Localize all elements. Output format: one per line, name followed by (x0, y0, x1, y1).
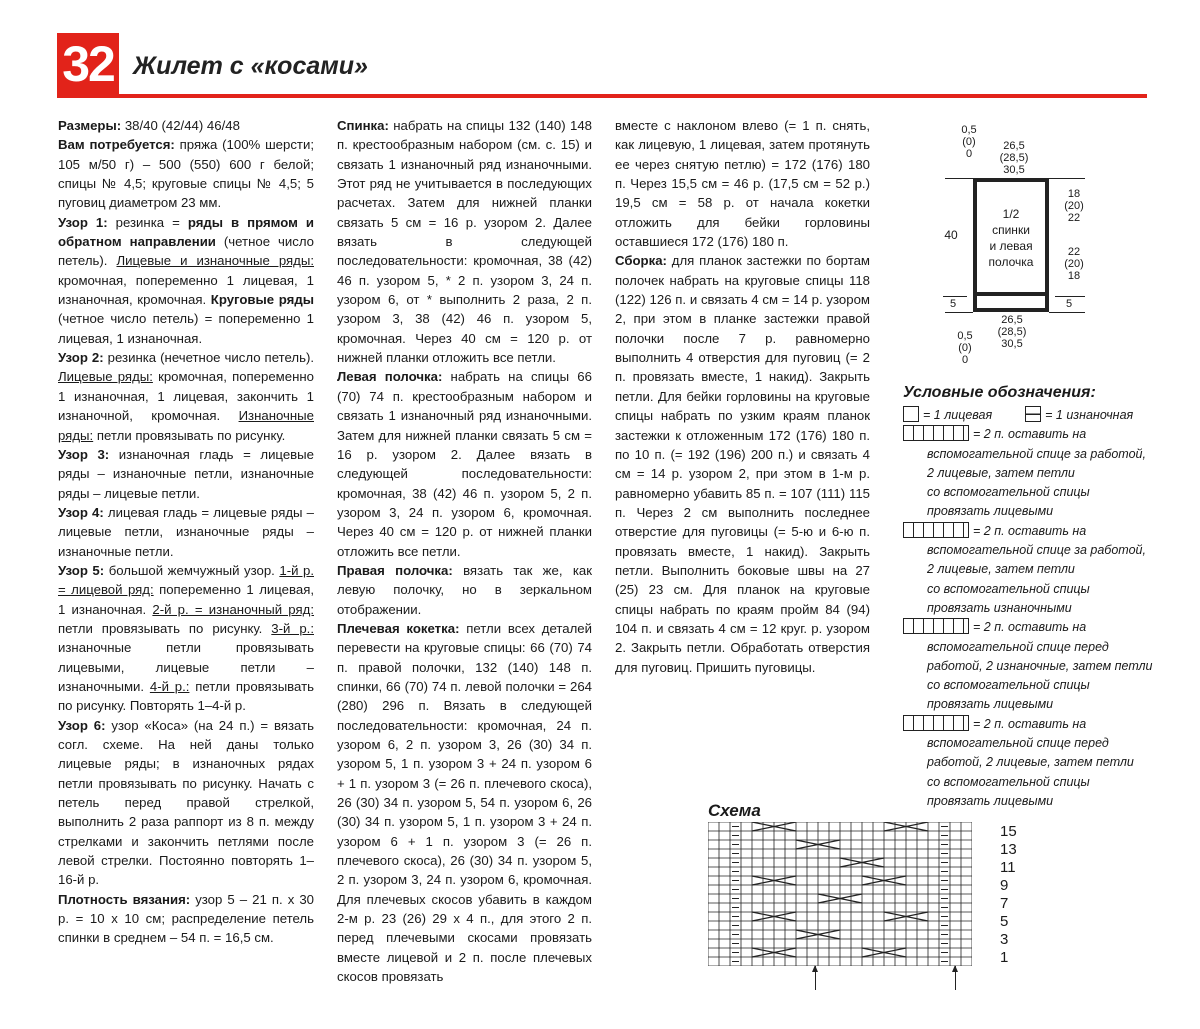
height-label: 40 (944, 228, 958, 242)
knit-symbol-icon (903, 406, 919, 422)
pattern-2-paragraph: Узор 2: резинка (нечетное число петель). Лицевые ряды: кромочная, попеременно 1 изнаночная, 1 лицевая, закончить 1 изнаночной, кромочная. Изнаночные ряды: петли провязывать по рисунку. (58, 350, 314, 443)
pattern-5-paragraph: Узор 5: большой жемчужный узор. 1-й р. = лицевой ряд: попеременно 1 лицевая, 1 изнаночная. 2-й р. = изнаночный ряд: петли провязывать по рисунку. 3-й р.: изнаночные петли провязывать лицевыми, лицевые петли – изнаночными. 4-й р.: петли провязывать по рисунку. Повторять 1–4-й р. (58, 562, 314, 714)
legend-item: = 2 п. оставить на вспомогательной спице за работой, 2 лицевые, затем петли со вспомогательной спицы провязать изнаночными (903, 522, 1153, 618)
row-label: 15 (1000, 823, 1017, 840)
dim-line (1055, 296, 1085, 297)
hem-left-label: 5 (949, 298, 957, 310)
chart-title: Схема (708, 801, 761, 820)
row-label: 9 (1000, 877, 1009, 894)
cable-chart-grid (708, 822, 972, 966)
hem-right-label: 5 (1065, 298, 1073, 310)
pattern-6-paragraph: Узор 6: узор «Коса» (на 24 п.) = вязать согл. схеме. На ней даны только лицевые ряды; в изнаночных рядах петли провязывать по рисунку. Начать с петель перед правой стрелкой, выполнить 2 раза раппорт из 8 п. между стрелками и закончить петлями после левой стрелки. Постоянно повторять 1–16-й р. (58, 717, 314, 888)
right-top-label: 18 (20) 22 (1064, 188, 1084, 224)
right-front-paragraph: Правая полочка: вязать так же, как левую полочку, но в зеркальном отображении. (337, 562, 592, 617)
legend-row-basic: = 1 лицевая = 1 изнаночная (903, 406, 1153, 425)
pattern-3-paragraph: Узор 3: изнаночная гладь = лицевые ряды – изнаночные петли, изнаночные ряды – лицевые петли. (58, 446, 314, 501)
row-label: 11 (1000, 859, 1016, 876)
cable-back-knit-icon (903, 425, 969, 441)
hem-band (973, 296, 1049, 312)
row-label: 3 (1000, 931, 1009, 948)
cable-back-purl-icon (903, 522, 969, 538)
title-rule (57, 94, 1147, 98)
top-width-label: 26,5 (28,5) 30,5 (999, 140, 1029, 176)
legend-item: = 2 п. оставить на вспомогательной спице перед работой, 2 лицевые, затем петли со вспомогательной спицы провязать лицевыми (903, 715, 1153, 811)
yoke-continued-paragraph: вместе с наклоном влево (= 1 п. снять, как лицевую, 1 лицевая, затем протянуть ее через снятую петлю) = 172 (176) 180 п. Через 15,5 см = 46 р. (17,5 см = 52 р.) 19,5 см = 58 р. от начала кокетки отложить для бейки горловины оставшиеся 172 (176) 180 п. (615, 118, 870, 250)
dim-line (945, 312, 973, 313)
legend-item: = 2 п. оставить на вспомогательной спице перед работой, 2 изнаночные, затем петли со вспомогательной спицы провязать лицевыми (903, 618, 1153, 714)
right-mid-label: 22 (20) 18 (1064, 246, 1084, 282)
legend-title: Условные обозначения: (903, 384, 1096, 401)
assembly-paragraph: Сборка: для планок застежки по бортам полочек набрать на круговые спицы 118 (122) 126 п. и связать 4 см = 14 р. узором 2, при этом в планке застежки правой полочки после 7 р. равномерно выполнить 4 отверстия для пуговиц (= 2 п. провязать вместе, 1 накид). Закрыть петли. Для бейки горловины на круговые спицы набрать по узким краям планок застежки к отложенным 172 (176) 180 п. по 10 п. (= 192 (196) 200 п.) и связать 4 см = 14 р. узором 2, при этом в 1-м р. равномерно убавить 85 п. = 107 (111) 115 п. Через 2 см выполнить последнее отверстие для пуговицы (= 5-ю и 6-ю п. провязать вместе, 1 накид). Закрыть петли. Выполнить боковые швы на 27 (25) 23 см. Для планок на круговые спицы набрать по краям пройм 84 (94) 104 п. и связать 4 см = 12 круг. р. узором 2. Закрыть петли. Обработать отверстия для пуговиц. Пришить пуговицы. (615, 253, 870, 675)
repeat-start-arrow-icon (815, 966, 816, 990)
sizes-paragraph: Размеры: 38/40 (42/44) 46/48 (58, 118, 240, 133)
dim-line (1049, 312, 1085, 313)
purl-symbol-icon (1025, 406, 1041, 422)
row-label: 13 (1000, 841, 1017, 858)
row-label: 5 (1000, 913, 1009, 930)
instructions-column-1 (58, 116, 314, 948)
row-label: 7 (1000, 895, 1009, 912)
gauge-paragraph: Плотность вязания: узор 5 – 21 п. х 30 р. = 10 х 10 см; распределение петель спинки в среднем – 54 п. = 16,5 см. (58, 891, 314, 946)
dim-line (1045, 178, 1085, 179)
pattern-4-paragraph: Узор 4: лицевая гладь = лицевые ряды – лицевые петли, изнаночные ряды – изнаночные петли. (58, 504, 314, 559)
pattern-title: Жилет с «косами» (133, 52, 368, 80)
bottom-width-label: 26,5 (28,5) 30,5 (997, 314, 1027, 350)
dim-line (943, 296, 967, 297)
pattern-1-paragraph: Узор 1: резинка = ряды в прямом и обратном направлении (четное число петель). Лицевые и изнаночные ряды: кромочная, попеременно 1 лицевая, 1 изнаночная, кромочная. Круговые ряды (четное число петель) = попеременно 1 лицевая, 1 изнаночная. (58, 214, 314, 346)
legend-item: = 2 п. оставить на вспомогательной спице за работой, 2 лицевые, затем петли со вспомогательной спицы провязать лицевыми (903, 425, 1153, 521)
instructions-column-2 (337, 116, 592, 986)
instructions-column-3 (615, 116, 870, 677)
repeat-end-arrow-icon (955, 966, 956, 990)
garment-label: 1/2 спинки и левая полочка (988, 207, 1034, 269)
pattern-number: 32 (57, 33, 119, 95)
bottom-left-label: 0,5 (0) 0 (957, 330, 973, 366)
materials-paragraph: Вам потребуется: пряжа (100% шерсти; 105 м/50 г) – 500 (550) 600 г белой; спицы № 4,5; круговые спицы № 4,5; 5 пуговиц диаметром 23 мм. (58, 137, 315, 211)
back-paragraph: Спинка: набрать на спицы 132 (140) 148 п. крестообразным набором (см. с. 15) и связать 1 изнаночный ряд изнаночными. Этот ряд не учитывается в последующих расчетах. Затем для нижней планки связать 5 см = 16 р. узором 2. Далее вязать в следующей последовательности: кромочная, 38 (42) 46 п. узором 5, * 2 п. узором 3, 24 п. узором 6, от * выполнить 2 раза, 2 п. узором 3, 38 (42) 46 п. узором 5, кромочная. Через 40 см = 120 р. от нижней планки отложить все петли. (337, 118, 592, 366)
top-left-label: 0,5 (0) 0 (961, 124, 977, 160)
cable-front-purl-icon (903, 618, 969, 634)
cable-front-knit-icon (903, 715, 969, 731)
row-label: 1 (1000, 949, 1009, 966)
garment-schematic (935, 118, 1095, 368)
legend (903, 406, 1153, 811)
left-front-paragraph: Левая полочка: набрать на спицы 66 (70) 74 п. крестообразным набором и связать 1 изнаночный ряд изнаночными. Затем для нижней планки связать 5 см = 16 р. узором 2. Далее вязать в следующей последовательности: кромочная, 38 (42) 46 п. узором 5, 2 п. узором 3, 24 п. узором 6, кромочная. Через 40 см = 120 р. от нижней планки отложить все петли. (337, 369, 592, 559)
yoke-paragraph: Плечевая кокетка: петли всех деталей перевести на круговые спицы: 66 (70) 74 п. правой полочки, 132 (140) 148 п. спинки, 66 (70) 74 п. левой полочки = 264 (280) 296 п. Вязать в следующей последовательности: кромочная, 24 п. узором 6, 2 п. узором 3, 26 (30) 34 п. узором 5, 1 п. узором 3 + 24 п. узором 6 + 1 п. узором 3 (= 26 п. плечевого скоса), 26 (30) 34 п. узором 5, 54 п. узором 6, 26 (30) 34 п. узором 5, 1 п. узором 3 + 24 п. узором 6 + 1 п. узором 3 (= 26 п. плечевого скоса), 26 (30) 34 п. узором 5, 2 п. узором 3, 24 п. узором 6, кромочная. Для плечевых скосов убавить в каждом 2-м р. 23 (26) 29 х 4 п., для этого 2 п. перед плечевыми скосами провязать вместе лицевой и 2 п. после плечевых скосов провязать (337, 620, 592, 985)
